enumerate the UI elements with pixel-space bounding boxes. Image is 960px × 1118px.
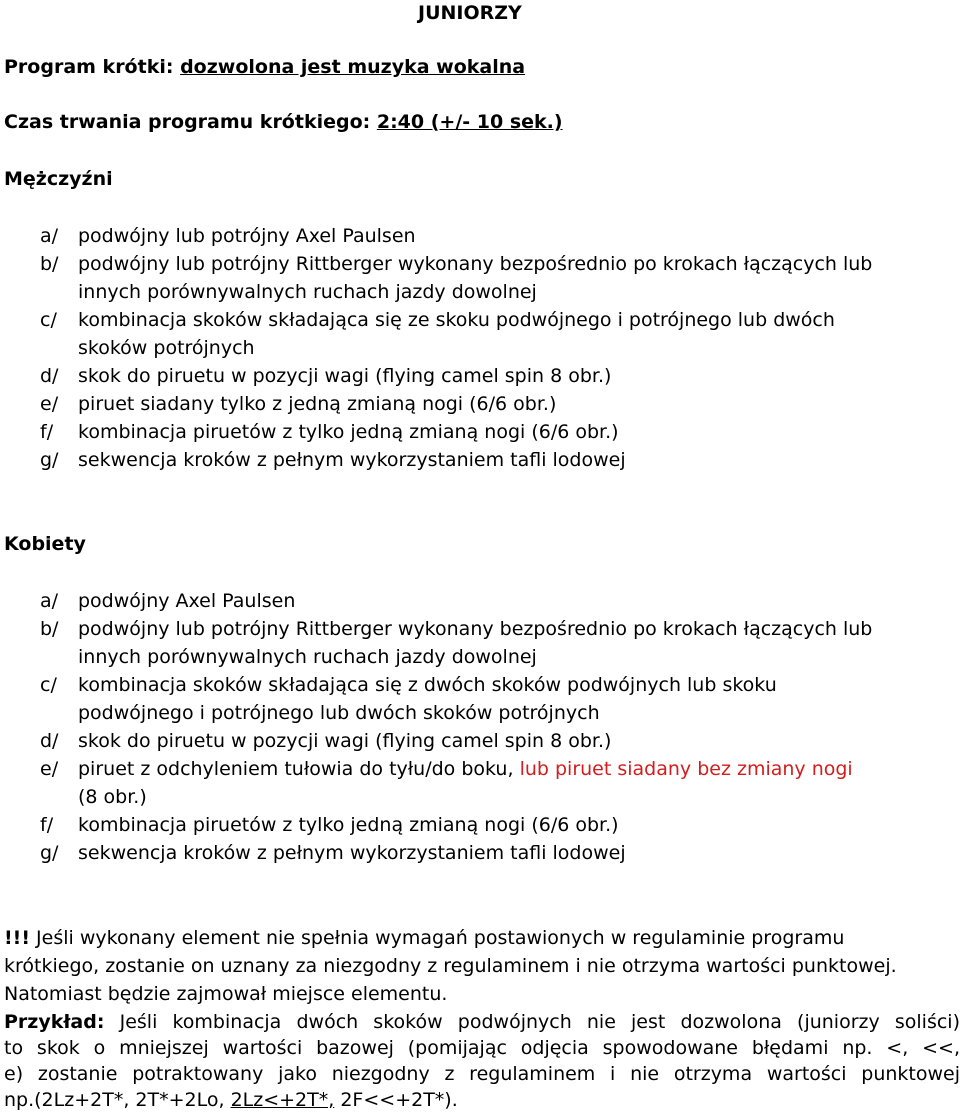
example-line-1 <box>4 1009 960 1035</box>
duration-label: Czas trwania programu krótkiego: <box>4 111 377 133</box>
example-text-2: to skok o mniejszej wartości bazowej (pomijając odjęcia spowodowane błędami np. <, <<, <box>4 1037 960 1059</box>
item-label: d/ <box>40 730 59 752</box>
women-item-b <box>40 616 872 642</box>
duration-value: 2:40 (+/- 10 sek.) <box>376 111 563 133</box>
item-text: podwójny lub potrójny Rittberger wykonany bezpośrednio po krokach łączących lub <box>78 618 873 640</box>
page-title: JUNIORZY <box>418 2 522 24</box>
men-item-e <box>40 391 556 417</box>
example-text-1: Jeśli kombinacja dwóch skoków podwójnych nie jest dozwolona (juniorzy soliści) <box>119 1011 960 1033</box>
item-text: kombinacja piruetów z tylko jedną zmianą nogi (6/6 obr.) <box>78 814 619 836</box>
program-label: Program krótki: <box>4 56 181 78</box>
women-item-c-cont: podwójnego i potrójnego lub dwóch skoków potrójnych <box>78 702 600 724</box>
women-item-a <box>40 588 295 614</box>
item-label: f/ <box>40 814 54 836</box>
item-label: c/ <box>40 674 57 696</box>
item-label: g/ <box>40 449 59 471</box>
example-text-4a: np.(2Lz+2T*, 2T*+2Lo, <box>4 1089 231 1111</box>
item-text: kombinacja skoków składająca się z dwóch skoków podwójnych lub skoku <box>78 674 777 696</box>
men-item-c-cont: skoków potrójnych <box>78 337 255 359</box>
women-heading: Kobiety <box>4 533 86 555</box>
exclamation-mark: !!! <box>4 927 30 949</box>
men-item-f <box>40 419 619 445</box>
program-line <box>4 54 525 80</box>
men-item-d <box>40 363 611 389</box>
women-item-e <box>40 756 853 782</box>
note-line-2: krótkiego, zostanie on uznany za niezgodny z regulaminem i nie otrzyma wartości punktowej. <box>4 955 897 977</box>
men-item-a <box>40 223 416 249</box>
item-label: a/ <box>40 590 59 612</box>
item-label: b/ <box>40 618 59 640</box>
item-text: piruet siadany tylko z jedną zmianą nogi (6/6 obr.) <box>78 393 557 415</box>
example-text-3: e) zostanie potraktowany jako niezgodny z regulaminem i nie otrzyma wartości punktowej <box>4 1063 960 1085</box>
example-line-4 <box>4 1087 960 1113</box>
item-text: sekwencja kroków z pełnym wykorzystaniem tafli lodowej <box>78 842 626 864</box>
example-line-3 <box>4 1061 960 1087</box>
women-item-b-cont: innych porównywalnych ruchach jazdy dowolnej <box>78 646 537 668</box>
item-text: podwójny lub potrójny Rittberger wykonany bezpośrednio po krokach łączących lub <box>78 253 873 275</box>
men-item-b <box>40 251 872 277</box>
men-item-b-cont: innych porównywalnych ruchach jazdy dowolnej <box>78 281 537 303</box>
item-text-red: lub piruet siadany bez zmiany nogi <box>519 758 853 780</box>
item-label: f/ <box>40 421 54 443</box>
duration-line <box>4 109 563 135</box>
item-text: podwójny Axel Paulsen <box>78 590 296 612</box>
example-row-1 <box>4 1009 960 1035</box>
item-label: g/ <box>40 842 59 864</box>
women-item-g <box>40 840 626 866</box>
women-item-c <box>40 672 777 698</box>
women-item-e-cont: (8 obr.) <box>78 786 147 808</box>
item-text: kombinacja skoków składająca się ze skoku podwójnego i potrójnego lub dwóch <box>78 309 835 331</box>
item-label: e/ <box>40 758 59 780</box>
program-value: dozwolona jest muzyka wokalna <box>180 56 526 78</box>
item-label: b/ <box>40 253 59 275</box>
item-text: skok do piruetu w pozycji wagi (flying camel spin 8 obr.) <box>78 365 612 387</box>
example-text-4b: 2F<<+2T*). <box>334 1089 458 1111</box>
example-line-2 <box>4 1035 960 1061</box>
item-label: a/ <box>40 225 59 247</box>
men-item-c <box>40 307 835 333</box>
note-text: Jeśli wykonany element nie spełnia wymagań postawionych w regulaminie programu <box>36 927 845 949</box>
item-text: sekwencja kroków z pełnym wykorzystaniem tafli lodowej <box>78 449 626 471</box>
item-label: c/ <box>40 309 57 331</box>
note-line-3: Natomiast będzie zajmował miejsce elementu. <box>4 983 448 1005</box>
note-line-1 <box>4 925 844 951</box>
women-item-d <box>40 728 611 754</box>
item-text: piruet z odchyleniem tułowia do tyłu/do boku, <box>78 758 520 780</box>
item-label: d/ <box>40 365 59 387</box>
men-heading: Mężczyźni <box>4 168 113 190</box>
item-label: e/ <box>40 393 59 415</box>
example-block <box>4 1009 960 1113</box>
women-item-f <box>40 812 619 838</box>
item-text: podwójny lub potrójny Axel Paulsen <box>78 225 416 247</box>
example-label: Przykład: <box>4 1011 105 1033</box>
item-text: kombinacja piruetów z tylko jedną zmianą nogi (6/6 obr.) <box>78 421 619 443</box>
men-item-g <box>40 447 626 473</box>
example-text-4u: 2Lz<+2T*, <box>230 1089 335 1111</box>
item-text: skok do piruetu w pozycji wagi (flying camel spin 8 obr.) <box>78 730 612 752</box>
